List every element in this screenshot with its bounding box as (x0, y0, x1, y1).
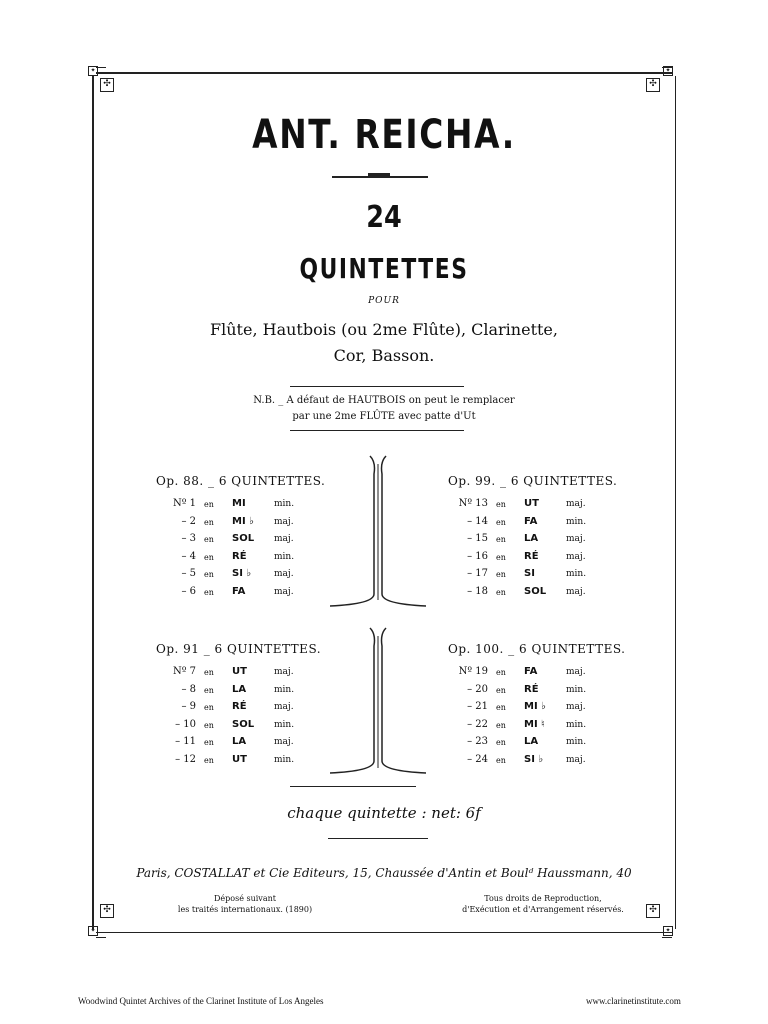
corner-ornament-icon: ✣ (646, 904, 660, 918)
deposit-note-line-1: Déposé suivant (214, 894, 276, 903)
price-bottom-rule (328, 838, 428, 839)
quintet-number: Nº 1 (173, 498, 196, 509)
key-name: RÉ (524, 683, 539, 695)
mode-label: maj. (274, 702, 294, 713)
nb-top-rule (290, 386, 464, 387)
quintet-row (448, 754, 588, 770)
footer-website-link[interactable]: www.clarinetinstitute.com (586, 996, 681, 1006)
en-label: en (204, 703, 214, 713)
rights-note-line-2: d'Exécution et d'Arrangement réservés. (462, 905, 624, 914)
mode-label: min. (566, 684, 587, 695)
key-name: MI ♭ (524, 701, 546, 713)
key-name: RÉ (232, 701, 247, 713)
quintet-row (448, 533, 588, 549)
opus-title: Op. 88. _ 6 QUINTETTES. (156, 474, 326, 488)
corner-ornament-icon: ✣ (100, 78, 114, 92)
en-label: en (204, 738, 214, 748)
opus-title: Op. 99. _ 6 QUINTETTES. (448, 474, 618, 488)
quintet-row (156, 701, 296, 717)
en-label: en (204, 668, 214, 677)
quintet-row (156, 586, 296, 602)
mode-label: min. (274, 499, 295, 509)
quintet-number: Nº 13 (458, 498, 488, 509)
footer-archive-credit: Woodwind Quintet Archives of the Clarinet Institute of Los Angeles (78, 996, 324, 1006)
key-name: FA (524, 515, 538, 527)
mode-label: min. (274, 755, 295, 765)
mode-label: maj. (566, 534, 586, 545)
opus-title: Op. 91 _ 6 QUINTETTES. (156, 642, 322, 656)
mode-label: min. (274, 719, 295, 730)
en-label: en (204, 517, 214, 527)
en-label: en (496, 685, 506, 695)
en-label: en (496, 720, 506, 730)
key-name: RÉ (232, 550, 247, 562)
rights-note (438, 893, 648, 915)
corner-ornament-icon: ✣ (646, 78, 660, 92)
key-name: SI ♭ (232, 568, 252, 580)
en-label: en (496, 738, 506, 748)
quintet-number: – 23 (467, 736, 488, 748)
mode-label: min. (566, 569, 587, 580)
quintet-number: – 5 (181, 568, 196, 580)
quintet-row (156, 754, 296, 770)
quintet-number: – 6 (181, 586, 196, 597)
corner-ornament-icon: ✦ (88, 66, 98, 76)
quintet-number: – 21 (467, 701, 488, 713)
quintet-number: – 11 (175, 736, 196, 748)
en-label: en (496, 668, 506, 677)
deposit-note (150, 893, 340, 915)
quintet-number: Nº 7 (173, 666, 196, 677)
quintet-number: – 24 (467, 754, 488, 765)
key-name: FA (232, 586, 246, 597)
quintet-number: Nº 19 (458, 666, 488, 677)
key-name: MI ♮ (524, 718, 545, 730)
work-heading: QUINTETTES (299, 252, 469, 285)
mode-label: maj. (566, 551, 586, 562)
en-label: en (496, 588, 506, 597)
key-name: UT (232, 666, 247, 677)
publisher-line: Paris, COSTALLAT et Cie Editeurs, 15, Chaussée d'Antin et Boulᵈ Haussmann, 40 (136, 866, 632, 880)
key-name: SOL (232, 533, 255, 545)
en-label: en (204, 756, 214, 765)
mode-label: maj. (274, 737, 294, 748)
instrumentation-line-1: Flûte, Hautbois (ou 2me Flûte), Clarinette, (210, 320, 558, 339)
mode-label: maj. (566, 499, 586, 509)
instrumentation-line-2: Cor, Basson. (333, 346, 435, 365)
nb-note-line-2: par une 2me FLÛTE avec patte d'Ut (292, 411, 476, 422)
quintet-number: – 4 (181, 550, 196, 562)
mode-label: maj. (566, 755, 586, 765)
corner-ornament-icon: ✣ (100, 904, 114, 918)
en-label: en (204, 720, 214, 730)
composer-title: ANT. REICHA. (252, 112, 516, 158)
title-divider (332, 176, 428, 178)
mode-label: maj. (566, 667, 586, 677)
quintet-number: – 12 (175, 754, 196, 765)
key-name: MI ♭ (232, 515, 254, 527)
deposit-note-line-2: les traités internationaux. (1890) (177, 905, 313, 914)
key-name: SOL (232, 718, 255, 730)
mode-label: maj. (274, 516, 294, 527)
mode-label: maj. (274, 534, 294, 545)
quintet-number: – 3 (181, 533, 196, 545)
quintet-row (156, 498, 296, 514)
key-name: LA (232, 736, 247, 748)
quintet-number: – 10 (175, 718, 196, 730)
quintet-number: – 22 (467, 718, 488, 730)
quintet-row (156, 568, 296, 584)
nb-note-line-1: N.B. _ A défaut de HAUTBOIS on peut le remplacer (253, 395, 515, 406)
quintet-count: 24 (366, 200, 402, 235)
quintet-row (448, 701, 588, 717)
quintet-row (448, 551, 588, 567)
quintet-row (448, 666, 588, 682)
quintet-row (156, 736, 296, 752)
quintet-number: – 14 (467, 515, 488, 527)
quintet-row (448, 498, 588, 514)
pour-label: POUR (368, 296, 400, 306)
key-name: UT (232, 754, 247, 765)
title-divider-accent (368, 173, 390, 176)
en-label: en (496, 552, 506, 562)
en-label: en (204, 500, 214, 509)
mode-label: min. (274, 551, 295, 562)
mode-label: maj. (274, 667, 294, 677)
en-label: en (496, 535, 506, 545)
key-name: SI ♭ (524, 754, 544, 765)
center-bracket-ornament-bottom (328, 626, 428, 776)
quintet-number: – 2 (181, 515, 196, 527)
corner-ornament-icon: ✦ (88, 926, 98, 936)
center-bracket-ornament-top (328, 454, 428, 610)
en-label: en (496, 517, 506, 527)
rights-note-line-1: Tous droits de Reproduction, (484, 894, 602, 903)
quintet-number: – 9 (181, 701, 196, 713)
quintet-row (156, 533, 296, 549)
en-label: en (204, 535, 214, 545)
quintet-number: – 15 (467, 533, 488, 545)
quintet-row (448, 719, 588, 735)
en-label: en (496, 500, 506, 509)
key-name: RÉ (524, 550, 539, 562)
en-label: en (496, 570, 506, 580)
en-label: en (204, 552, 214, 562)
key-name: SI (524, 568, 535, 580)
key-name: LA (524, 533, 539, 545)
quintet-number: – 18 (467, 586, 488, 597)
price-line: chaque quintette : net: 6f (287, 804, 481, 822)
en-label: en (204, 570, 214, 580)
quintet-row (156, 551, 296, 567)
price-top-rule (290, 786, 416, 787)
mode-label: maj. (566, 587, 586, 597)
quintet-row (156, 684, 296, 700)
quintet-row (448, 516, 588, 532)
quintet-row (448, 568, 588, 584)
en-label: en (204, 685, 214, 695)
quintet-number: – 16 (467, 550, 488, 562)
key-name: UT (524, 498, 539, 509)
quintet-row (448, 586, 588, 602)
key-name: FA (524, 666, 538, 677)
quintet-row (156, 666, 296, 682)
opus-title: Op. 100. _ 6 QUINTETTES. (448, 642, 626, 656)
quintet-number: – 20 (467, 683, 488, 695)
mode-label: maj. (274, 569, 294, 580)
nb-bottom-rule (290, 430, 464, 431)
quintet-number: – 8 (181, 683, 196, 695)
mode-label: maj. (274, 587, 294, 597)
mode-label: min. (566, 516, 587, 527)
quintet-row (156, 516, 296, 532)
corner-ornament-icon: ✦ (663, 926, 673, 936)
corner-ornament-icon: ✦ (663, 66, 673, 76)
quintet-number: – 17 (467, 568, 488, 580)
quintet-row (156, 719, 296, 735)
key-name: LA (232, 683, 247, 695)
key-name: LA (524, 736, 539, 748)
quintet-row (448, 736, 588, 752)
mode-label: maj. (566, 702, 586, 713)
key-name: MI (232, 498, 246, 509)
en-label: en (496, 703, 506, 713)
en-label: en (496, 756, 506, 765)
quintet-row (448, 684, 588, 700)
en-label: en (204, 588, 214, 597)
mode-label: min. (566, 737, 587, 748)
key-name: SOL (524, 586, 547, 597)
mode-label: min. (274, 684, 295, 695)
mode-label: min. (566, 719, 587, 730)
